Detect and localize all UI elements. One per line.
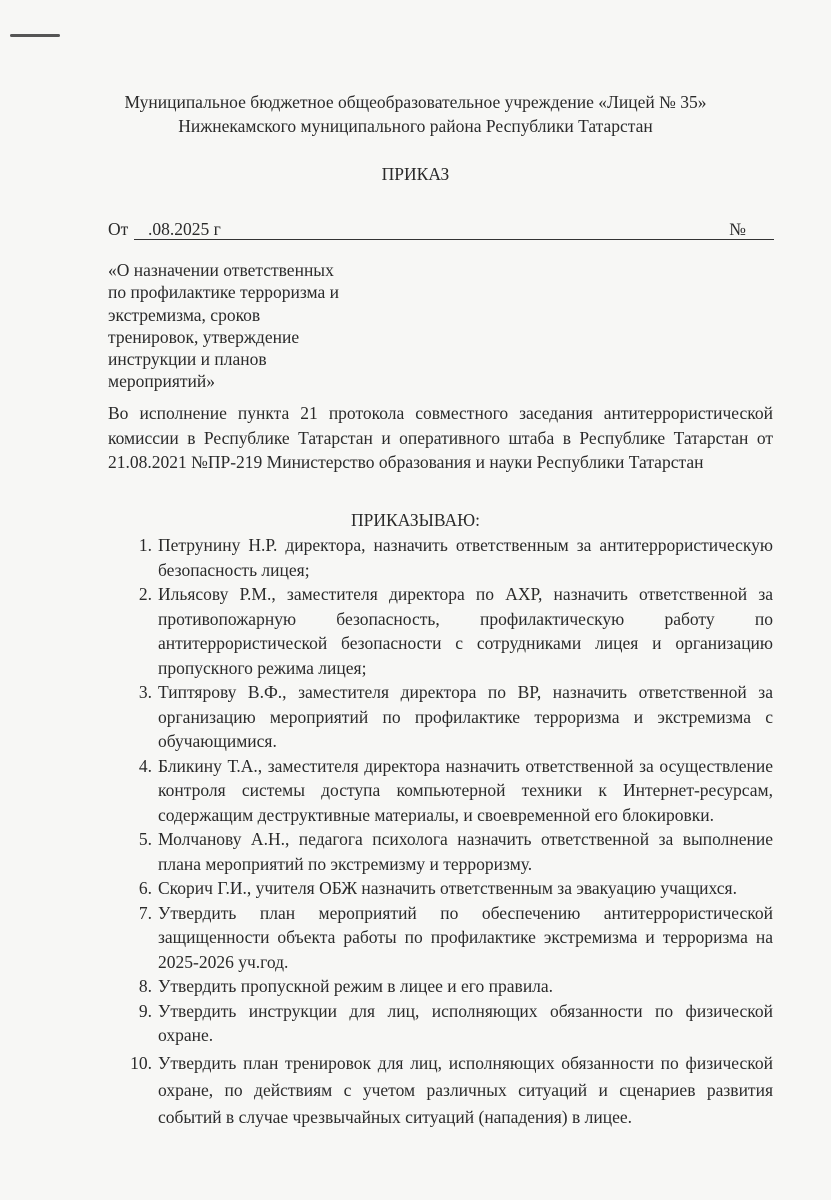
item-text: Утвердить план тренировок для лиц, исполняющих обязанности по физической охране, по действиям с учетом различных ситуаций и сценариев развития событий в случае чрезвычайных ситуаций (нападения) в лицее. <box>158 1052 773 1127</box>
item-text: Типтярову В.Ф., заместителя директора по ВР, назначить ответственной за организацию мероприятий по профилактике терроризма и экстремизма с обучающимися. <box>158 682 773 751</box>
list-item <box>108 974 773 999</box>
item-number: 6. <box>138 878 152 898</box>
item-text: Молчанову А.Н., педагога психолога назначить ответственной за выполнение плана мероприятий по экстремизму и терроризму. <box>158 829 773 874</box>
subject-line: инструкции и планов <box>108 349 267 370</box>
document-title: ПРИКАЗ <box>381 164 450 184</box>
item-text: Утвердить пропускной режим в лицее и его правила. <box>158 976 554 996</box>
item-number: 9. <box>138 1000 152 1021</box>
subject-line: тренировок, утверждение <box>108 326 300 347</box>
list-item <box>108 901 773 975</box>
subject-line: мероприятий» <box>108 371 215 392</box>
subject-line: «О назначении ответственных <box>108 260 334 280</box>
item-number: 7. <box>138 902 152 923</box>
item-text: Петрунину Н.Р. директора, назначить ответственным за антитеррористическую безопасность лицея; <box>158 535 773 580</box>
order-date: .08.2025 г <box>148 219 221 239</box>
institution-district: Нижнекамского муниципального района Республики Татарстан <box>178 116 653 136</box>
item-text: Скорич Г.И., учителя ОБЖ назначить ответственным за эвакуацию учащихся. <box>158 878 737 898</box>
order-heading: ПРИКАЗЫВАЮ: <box>351 510 480 530</box>
item-number: 1. <box>138 535 152 555</box>
list-item <box>108 876 773 901</box>
item-number: 3. <box>138 682 152 702</box>
scan-mark <box>10 34 60 37</box>
list-item <box>108 827 773 876</box>
item-text: Утвердить инструкции для лиц, исполняющих обязанности по физической охране. <box>158 1000 773 1045</box>
date-line <box>108 219 774 243</box>
item-number: 5. <box>138 829 152 849</box>
underline <box>134 239 774 240</box>
item-text: Утвердить план мероприятий по обеспечению антитеррористической защищенности объекта работы по профилактике экстремизма и терроризма на 2025-2026 уч.год. <box>158 902 773 972</box>
from-label: От <box>108 219 129 239</box>
subject-line: экстремизма, сроков <box>108 304 261 325</box>
order-subject <box>108 259 368 393</box>
order-number-label: № <box>729 219 746 239</box>
item-number: 8. <box>138 976 152 996</box>
item-number: 2. <box>138 584 152 604</box>
list-item <box>108 680 773 754</box>
item-text: Бликину Т.А., заместителя директора назначить ответственной за осуществление контроля системы доступа компьютерной техники к Интернет-ресурсам, содержащим деструктивные материалы, и своевременной его блокировки. <box>158 755 773 825</box>
list-item <box>108 1050 773 1131</box>
order-items <box>108 533 773 1131</box>
item-number: 4. <box>138 755 152 776</box>
institution-name: Муниципальное бюджетное общеобразовательное учреждение «Лицей № 35» <box>124 92 707 112</box>
list-item <box>108 533 773 582</box>
list-item <box>108 999 773 1048</box>
subject-line: по профилактике терроризма и <box>108 282 339 303</box>
list-item <box>108 754 773 828</box>
list-item <box>108 582 773 680</box>
preamble: Во исполнение пункта 21 протокола совместного заседания антитеррористической комиссии в Республике Татарстан и оперативного штаба в Республике Татарстан от 21.08.2021 №ПР-219 Министерство образования и науки Республики Татарстан <box>108 403 773 472</box>
item-number: 10. <box>130 1052 152 1073</box>
item-text: Ильясову Р.М., заместителя директора по АХР, назначить ответственной за противопожарную безопасность, профилактическую работу по антитеррористической безопасности с сотрудниками лицея и организацию пропускного режима лицея; <box>158 584 773 678</box>
